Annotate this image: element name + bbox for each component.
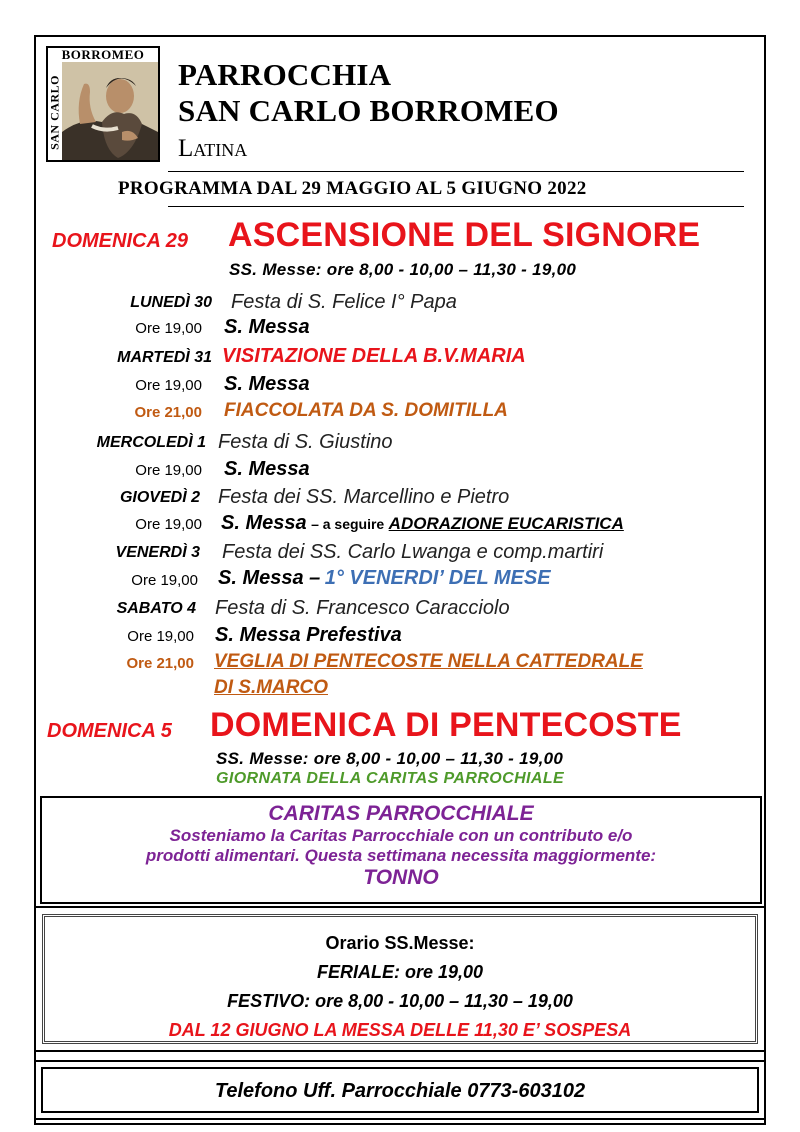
saturday-day: SABATO 4	[116, 600, 196, 617]
tuesday-event-2: FIACCOLATA DA S. DOMITILLA	[224, 400, 508, 421]
sunday29-title: ASCENSIONE DEL SIGNORE	[228, 216, 701, 254]
friday-first-friday: 1° VENERDI’ DEL MESE	[324, 567, 551, 589]
thursday-event: S. Messa	[221, 512, 307, 534]
sunday5-day: DOMENICA 5	[47, 720, 172, 742]
parish-city: Latina	[178, 135, 248, 162]
monday-time: Ore 19,00	[135, 320, 202, 337]
saturday-event-1: S. Messa Prefestiva	[215, 624, 402, 646]
thursday-event-line	[221, 512, 624, 535]
caritas-box	[40, 796, 762, 904]
tuesday-time-2: Ore 21,00	[134, 404, 202, 421]
friday-feast: Festa dei SS. Carlo Lwanga e comp.martiri	[222, 541, 604, 563]
tuesday-day: MARTEDÌ 31	[117, 349, 212, 366]
sunday5-masses: SS. Messe: ore 8,00 - 10,00 – 11,30 - 19,00	[216, 749, 564, 768]
monday-day: LUNEDÌ 30	[130, 294, 212, 311]
wednesday-event: S. Messa	[224, 458, 310, 480]
caritas-needed-item: TONNO	[363, 866, 439, 889]
logo-side-band	[48, 62, 62, 162]
schedule-weekday: FERIALE: ore 19,00	[316, 962, 484, 982]
thursday-day: GIOVEDÌ 2	[119, 489, 200, 506]
friday-event-line	[218, 567, 551, 590]
logo-side-text: SAN CARLO	[47, 75, 62, 150]
caritas-text-line2: prodotti alimentari. Questa settimana necessita maggiormente:	[145, 846, 657, 865]
mass-schedule-box	[34, 906, 766, 1052]
tuesday-event-1: S. Messa	[224, 373, 310, 395]
saint-portrait-image	[62, 62, 158, 162]
logo-top-text: BORROMEO	[48, 48, 158, 62]
tuesday-feast: VISITAZIONE DELLA B.V.MARIA	[222, 345, 526, 367]
saturday-vigil-line1: VEGLIA DI PENTECOSTE NELLA CATTEDRALE	[214, 651, 643, 672]
saturday-time-1: Ore 19,00	[127, 628, 194, 645]
caritas-text-line1: Sosteniamo la Caritas Parrocchiale con un contributo e/o	[169, 826, 633, 845]
monday-event: S. Messa	[224, 316, 310, 338]
tuesday-time-1: Ore 19,00	[135, 377, 202, 394]
thursday-adoration: ADORAZIONE EUCARISTICA	[388, 514, 624, 533]
header-rule-bottom	[168, 206, 744, 207]
schedule-title: Orario SS.Messe:	[325, 933, 475, 953]
header-rule-top	[168, 171, 744, 172]
parish-logo	[46, 46, 160, 162]
sunday29-masses: SS. Messe: ore 8,00 - 10,00 – 11,30 - 19,00	[229, 260, 577, 279]
thursday-separator: – a seguire	[311, 516, 385, 532]
parish-title-line2: SAN CARLO BORROMEO	[178, 93, 559, 128]
wednesday-day: MERCOLEDÌ 1	[96, 434, 206, 451]
friday-time: Ore 19,00	[131, 572, 198, 589]
mass-schedule-inner	[42, 914, 758, 1044]
saturday-vigil-line2: DI S.MARCO	[214, 677, 328, 698]
wednesday-feast: Festa di S. Giustino	[218, 431, 393, 453]
thursday-time: Ore 19,00	[135, 516, 202, 533]
phone-box	[34, 1060, 766, 1120]
program-dates: PROGRAMMA DAL 29 MAGGIO AL 5 GIUGNO 2022	[118, 178, 587, 199]
thursday-feast: Festa dei SS. Marcellino e Pietro	[218, 486, 510, 508]
schedule-holiday: FESTIVO: ore 8,00 - 10,00 – 11,30 – 19,00	[227, 991, 573, 1011]
wednesday-time: Ore 19,00	[135, 462, 202, 479]
sunday5-caritas-day: GIORNATA DELLA CARITAS PARROCHIALE	[216, 770, 565, 787]
saturday-feast: Festa di S. Francesco Caracciolo	[215, 597, 510, 619]
monday-feast: Festa di S. Felice I° Papa	[231, 291, 457, 313]
saturday-time-2: Ore 21,00	[126, 655, 194, 672]
schedule-notice: DAL 12 GIUGNO LA MESSA DELLE 11,30 E’ SOSPESA	[168, 1020, 632, 1040]
parish-title-line1: PARROCCHIA	[178, 57, 392, 92]
friday-event: S. Messa –	[218, 567, 321, 589]
phone-number: Telefono Uff. Parrocchiale 0773-603102	[41, 1067, 759, 1113]
caritas-title: CARITAS PARROCCHIALE	[268, 802, 534, 825]
sunday29-day: DOMENICA 29	[52, 230, 188, 252]
friday-day: VENERDÌ 3	[115, 544, 200, 561]
sunday5-title: DOMENICA DI PENTECOSTE	[210, 706, 682, 744]
